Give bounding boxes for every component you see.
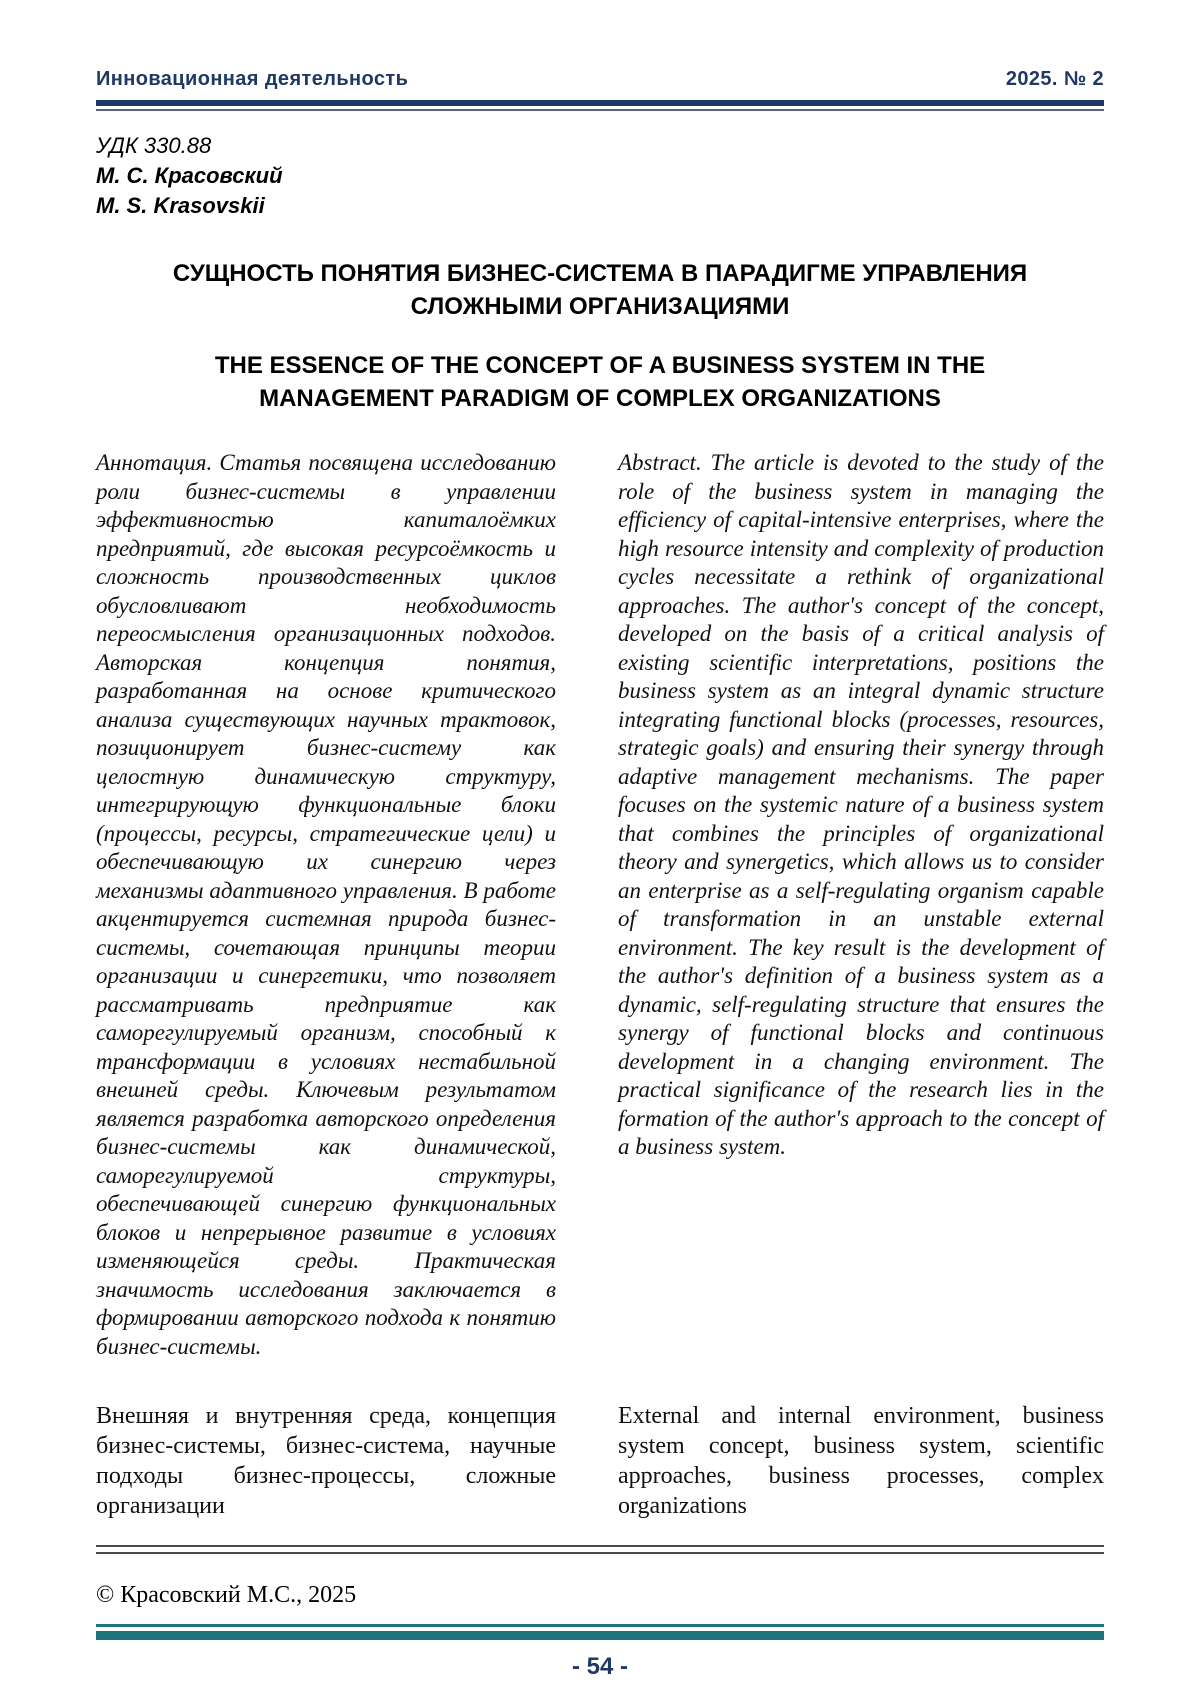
keywords-en: External and internal environment, business system concept, business system, scientific approaches, business processes, complex organizations bbox=[618, 1403, 1104, 1519]
header-rule bbox=[96, 100, 1104, 111]
copyright-notice: © Красовский М.С., 2025 bbox=[96, 1582, 357, 1608]
keywords-ru: Внешняя и внутренняя среда, концепция бизнес-системы, бизнес-система, научные подходы бизнес-процессы, сложные организации bbox=[96, 1403, 556, 1519]
header-rule-thick bbox=[96, 100, 1104, 106]
running-head bbox=[96, 68, 1104, 91]
article-title-ru: СУЩНОСТЬ ПОНЯТИЯ БИЗНЕС-СИСТЕМА В ПАРАДИГМЕ УПРАВЛЕНИЯ СЛОЖНЫМИ ОРГАНИЗАЦИЯМИ bbox=[172, 260, 1028, 320]
udc-code: УДК 330.88 bbox=[96, 133, 212, 158]
footer-rule bbox=[96, 1624, 1104, 1640]
footer-rule-thick bbox=[96, 1631, 1104, 1640]
divider-rule bbox=[96, 1545, 1104, 1554]
page-number: - 54 - bbox=[571, 1653, 628, 1680]
abstract-en: Abstract. The article is devoted to the study of the role of the business system in managing the efficiency of capital-intensive enterprises, where the high resource intensity and complexity of production cycles necessitate a rethink of organizational approaches. The author's concept of the concept, developed on the basis of a critical analysis of existing scientific interpretations, positions the business system as an integral dynamic structure integrating functional blocks (processes, resources, strategic goals) and ensuring their synergy through adaptive management mechanisms. The paper focuses on the systemic nature of a business system that combines the principles of organizational theory and synergetics, which allows us to consider an enterprise as a self-regulating organism capable of transformation in an unstable external environment. The key result is the development of the author's definition of a business system as a dynamic, self-regulating structure that ensures the synergy of functional blocks and continuous development in a changing environment. The practical significance of the research lies in the formation of the author's approach to the concept of a business system. bbox=[618, 450, 1104, 1159]
abstract-columns bbox=[96, 449, 1104, 1521]
article-meta bbox=[96, 131, 1104, 221]
abstract-ru: Аннотация. Статья посвящена исследованию роли бизнес-системы в управлении эффективностью капиталоёмких предприятий, где высокая ресурсоёмкость и сложность производственных циклов обусловливают необходимость переосмысления организационных подходов. Авторская концепция понятия, разработанная на основе критического анализа существующих научных трактовок, позиционирует бизнес-систему как целостную динамическую структуру, интегрирующую функциональные блоки (процессы, ресурсы, стратегические цели) и обеспечивающую их синергию через механизмы адаптивного управления. В работе акцентируется системная природа бизнес-системы, сочетающая принципы теории организации и синергетики, что позволяет рассматривать предприятие как саморегулируемый организм, способный к трансформации в условиях нестабильной внешней среды. Ключевым результатом является разработка авторского определения бизнес-системы как динамической, саморегулируемой структуры, обеспечивающей синергию функциональных блоков и непрерывное развитие в условиях изменяющейся среды. Практическая значимость исследования заключается в формировании авторского подхода к понятию бизнес-системы. bbox=[96, 450, 556, 1359]
article-title-en: THE ESSENCE OF THE CONCEPT OF A BUSINESS SYSTEM IN THE MANAGEMENT PARADIGM OF COMPLEX ORGANIZATIONS bbox=[214, 352, 986, 412]
header-rule-thin bbox=[96, 109, 1104, 111]
author-name-en: M. S. Krasovskii bbox=[96, 193, 265, 218]
footer-rule-thin bbox=[96, 1624, 1104, 1627]
journal-name: Инновационная деятельность bbox=[96, 68, 409, 90]
author-name-ru: М. С. Красовский bbox=[96, 163, 283, 188]
issue-number: 2025. № 2 bbox=[1005, 68, 1104, 90]
